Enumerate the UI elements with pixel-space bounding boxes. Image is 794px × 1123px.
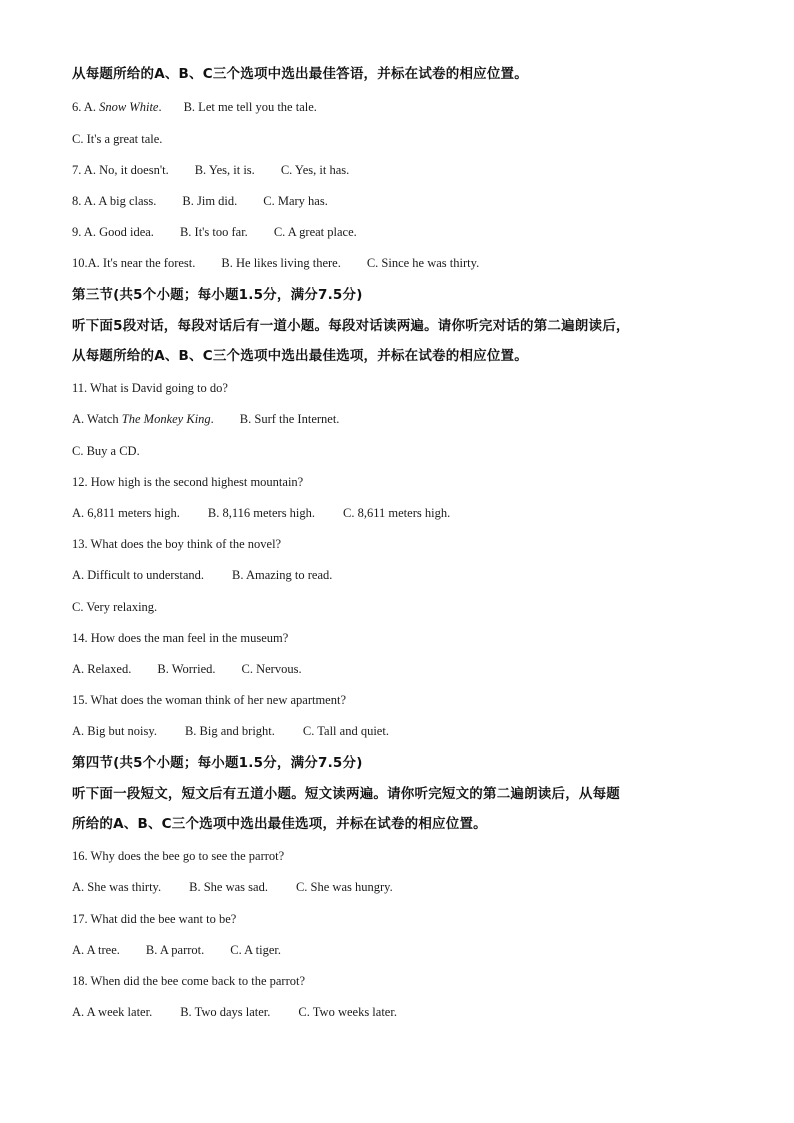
- question-11: 11. What is David going to do?: [72, 381, 228, 395]
- q14-option-b: B. Worried.: [157, 662, 216, 676]
- q11-option-a-title: The Monkey King: [121, 412, 211, 426]
- section3-instruction-line2: 从每题所给的A、B、C三个选项中选出最佳选项，并标在试卷的相应位置。: [72, 348, 528, 364]
- q6-option-b: B. Let me tell you the tale.: [183, 100, 317, 114]
- q11-option-a-suffix: .: [210, 412, 214, 426]
- question-16-options: [72, 879, 393, 895]
- q11-option-a-prefix: A. Watch: [72, 412, 122, 426]
- q17-option-c: C. A tiger.: [230, 943, 281, 957]
- q7-option-a: 7. A. No, it doesn't.: [72, 163, 169, 177]
- question-12: 12. How high is the second highest mountain?: [72, 475, 304, 489]
- question-13-options-ab: [72, 567, 332, 583]
- question-15: 15. What does the woman think of her new apartment?: [72, 693, 346, 707]
- q8-option-b: B. Jim did.: [182, 194, 238, 208]
- q13-option-b: B. Amazing to read.: [232, 568, 333, 582]
- q15-option-b: B. Big and bright.: [184, 724, 275, 738]
- q12-option-c: C. 8,611 meters high.: [343, 506, 451, 520]
- question-10-options: [72, 255, 479, 271]
- section4-instruction-line2: 所给的A、B、C三个选项中选出最佳选项，并标在试卷的相应位置。: [72, 816, 487, 832]
- q18-option-a: A. A week later.: [72, 1005, 153, 1019]
- question-14-options: [72, 661, 302, 677]
- q13-option-a: A. Difficult to understand.: [72, 568, 205, 582]
- q8-option-c: C. Mary has.: [263, 194, 328, 208]
- question-11-options-ab: [72, 411, 339, 427]
- question-8-options: [72, 193, 328, 209]
- q18-option-c: C. Two weeks later.: [298, 1005, 397, 1019]
- question-18-options: [72, 1004, 397, 1020]
- q16-option-c: C. She was hungry.: [295, 880, 393, 894]
- question-13: 13. What does the boy think of the novel?: [72, 537, 282, 551]
- q9-option-a: 9. A. Good idea.: [72, 225, 154, 239]
- section2-instruction: 从每题所给的A、B、C三个选项中选出最佳答语，并标在试卷的相应位置。: [72, 66, 528, 82]
- q7-option-b: B. Yes, it is.: [194, 163, 255, 177]
- question-15-options: [72, 723, 389, 739]
- question-17: 17. What did the bee want to be?: [72, 912, 237, 926]
- question-18: 18. When did the bee come back to the parrot?: [72, 974, 306, 988]
- q14-option-a: A. Relaxed.: [72, 662, 132, 676]
- q13-option-c: C. Very relaxing.: [72, 600, 158, 614]
- q6-option-a-suffix: .: [158, 100, 162, 114]
- section4-instruction-line1: 听下面一段短文，短文后有五道小题。短文读两遍。请你听完短文的第二遍朗读后，从每题: [72, 786, 620, 802]
- question-17-options: [72, 942, 281, 958]
- q15-option-a: A. Big but noisy.: [72, 724, 157, 738]
- question-14: 14. How does the man feel in the museum?: [72, 631, 289, 645]
- section4-title: 第四节(共5个小题；每小题1.5分，满分7.5分): [72, 755, 363, 771]
- q16-option-b: B. She was sad.: [189, 880, 268, 894]
- question-9-options: [72, 224, 357, 240]
- question-16: 16. Why does the bee go to see the parrot?: [72, 849, 285, 863]
- q10-option-c: C. Since he was thirty.: [366, 256, 480, 270]
- q10-option-b: B. He likes living there.: [221, 256, 341, 270]
- question-6-options-ab: [72, 99, 317, 115]
- section3-instruction-line1: 听下面5段对话，每段对话后有一道小题。每段对话读两遍。请你听完对话的第二遍朗读后，: [72, 318, 630, 334]
- q12-option-b: B. 8,116 meters high.: [207, 506, 316, 520]
- q17-option-b: B. A parrot.: [145, 943, 205, 957]
- q11-option-c: C. Buy a CD.: [72, 444, 140, 458]
- question-12-options: [72, 505, 450, 521]
- question-7-options: [72, 162, 349, 178]
- q6-option-a-prefix: 6. A.: [72, 100, 100, 114]
- q10-option-a: 10.A. It's near the forest.: [72, 256, 196, 270]
- q18-option-b: B. Two days later.: [180, 1005, 271, 1019]
- q11-option-b: B. Surf the Internet.: [239, 412, 340, 426]
- q9-option-c: C. A great place.: [273, 225, 357, 239]
- q8-option-a: 8. A. A big class.: [72, 194, 157, 208]
- section3-title: 第三节(共5个小题；每小题1.5分，满分7.5分): [72, 287, 363, 303]
- q15-option-c: C. Tall and quiet.: [302, 724, 389, 738]
- q17-option-a: A. A tree.: [72, 943, 120, 957]
- q16-option-a: A. She was thirty.: [72, 880, 162, 894]
- q7-option-c: C. Yes, it has.: [280, 163, 350, 177]
- q6-option-a-title: Snow White: [99, 100, 159, 114]
- q9-option-b: B. It's too far.: [179, 225, 248, 239]
- q6-option-c: C. It's a great tale.: [72, 132, 163, 146]
- q14-option-c: C. Nervous.: [241, 662, 302, 676]
- q12-option-a: A. 6,811 meters high.: [72, 506, 180, 520]
